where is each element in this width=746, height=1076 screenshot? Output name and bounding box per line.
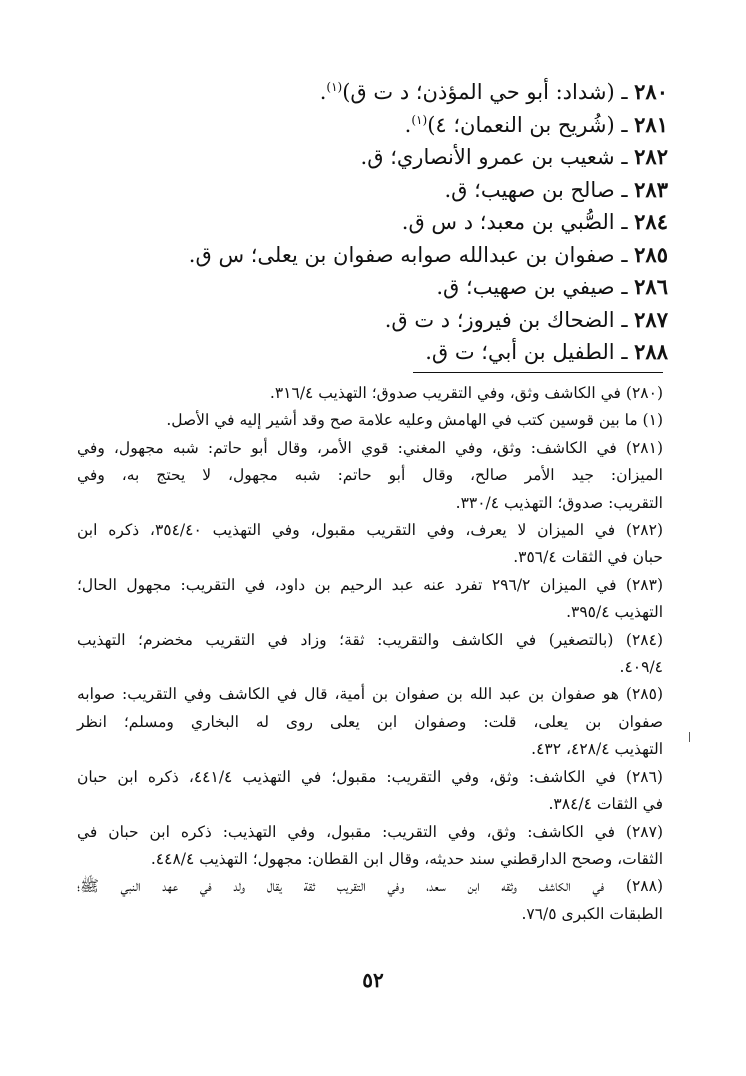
entry-text: ـ الضحاك بن فيروز؛ د ت ق. bbox=[384, 307, 635, 332]
scan-mark bbox=[689, 732, 690, 742]
footnote-1 bbox=[77, 407, 663, 434]
footnote-288 bbox=[77, 873, 663, 928]
footnote-line: (٢٨٦) في الكاشف: وثق، وفي التقريب: مقبول؛ في التهذيب ٤٤١/٤، ذكره ابن حبان bbox=[77, 767, 663, 786]
entry-number: ٢٨١ bbox=[634, 111, 668, 137]
footnote-line: التهذيب ٣٩٥/٤. bbox=[566, 603, 663, 622]
footnote-line: (٢٨٠) في الكاشف وثق، وفي التقريب صدوق؛ التهذيب ٣١٦/٤. bbox=[269, 384, 663, 402]
footnote-line: الميزان: جيد الأمر صالح، وقال أبو حاتم: شبه مجهول، لا يحتج به، وفي bbox=[77, 466, 663, 485]
entry-text: ـ صيفي بن صهيب؛ ق. bbox=[436, 275, 635, 299]
footnote-283 bbox=[77, 572, 663, 627]
footnote-ref: (١) bbox=[326, 80, 343, 94]
entry-282 bbox=[68, 141, 668, 174]
footnote-282 bbox=[77, 517, 663, 572]
footnote-line: في الثقات ٣٨٤/٤. bbox=[548, 795, 663, 814]
entry-287 bbox=[68, 304, 668, 337]
footnote-line: صفوان بن يعلى، قلت: وصفوان ابن يعلى روى له البخاري ومسلم؛ انظر bbox=[77, 712, 663, 731]
footnote-separator bbox=[413, 372, 663, 373]
entry-text: ـ الصُّبي بن معبد؛ د س ق. bbox=[401, 210, 635, 234]
entry-number: ٢٨٦ bbox=[634, 274, 668, 299]
entry-283 bbox=[68, 174, 668, 207]
footnote-line: (٢٨٢) في الميزان لا يعرف، وفي التقريب مقبول، وفي التهذيب ٣٥٤/٤٠، ذكره ابن bbox=[77, 521, 664, 540]
entry-288 bbox=[68, 336, 668, 369]
footnote-line: الثقات، وصحح الدارقطني سند حديثه، وقال ابن القطان: مجهول؛ التهذيب ٤٤٨/٤. bbox=[150, 849, 663, 868]
footnote-line: الطبقات الكبرى ٧٦/٥. bbox=[521, 904, 663, 923]
footnote-ref: (١) bbox=[411, 112, 428, 127]
entry-list bbox=[68, 76, 668, 369]
entry-285 bbox=[68, 239, 668, 272]
entry-286 bbox=[68, 271, 668, 304]
footnote-line: (٢٨٣) في الميزان ٢٩٦/٢ تفرد عنه عبد الرحيم بن داود، في التقريب: مجهول الحال؛ bbox=[77, 575, 663, 594]
entry-text: ـ (شداد: أبو حي المؤذن؛ د ت ق) bbox=[342, 80, 635, 104]
page-number: ٥٢ bbox=[362, 968, 384, 992]
entry-end: . bbox=[319, 80, 327, 104]
entry-number: ٢٨٤ bbox=[634, 209, 668, 234]
footnote-line: التقريب: صدوق؛ التهذيب ٣٣٠/٤. bbox=[455, 493, 663, 512]
footnote-line: التهذيب ٤٢٨/٤، ٤٣٢. bbox=[531, 740, 663, 759]
entry-number: ٢٨٠ bbox=[634, 79, 668, 104]
entry-text: ـ صفوان بن عبدالله صوابه صفوان بن يعلى؛ س ق. bbox=[188, 242, 635, 267]
entry-284 bbox=[68, 206, 668, 239]
entry-number: ٢٨٨ bbox=[634, 339, 668, 364]
footnote-287 bbox=[77, 819, 663, 874]
footnote-281 bbox=[77, 435, 663, 517]
entry-281 bbox=[68, 109, 668, 142]
footnote-line: (٢٨٥) هو صفوان بن عبد الله بن صفوان بن أمية، قال في الكاشف وفي التقريب: صوابه bbox=[77, 685, 663, 704]
footnote-line: (٢٨٨) في الكاشف وثقه ابن سعد، وفي التقريب ثقة يقال ولد في عهد النبي ﷺ؛ bbox=[77, 877, 663, 896]
footnote-286 bbox=[77, 764, 663, 819]
footnote-line: (٢٨١) في الكاشف: وثق، وفي المغني: قوي الأمر، وقال أبو حاتم: شبه مجهول، وفي bbox=[77, 438, 663, 457]
entry-number: ٢٨٧ bbox=[634, 306, 668, 332]
footnote-284 bbox=[77, 627, 663, 682]
entry-number: ٢٨٣ bbox=[634, 176, 668, 202]
footnote-list bbox=[77, 380, 663, 928]
entry-number: ٢٨٥ bbox=[634, 241, 668, 267]
entry-text: ـ (شُريح بن النعمان؛ ٤) bbox=[427, 112, 635, 137]
entry-text: ـ شعيب بن عمرو الأنصاري؛ ق. bbox=[360, 145, 635, 169]
footnote-line: (٢٨٤) (بالتصغير) في الكاشف والتقريب: ثقة؛ وزاد في التقريب مخضرم؛ التهذيب bbox=[77, 630, 663, 649]
footnote-line: ٤٠٩/٤. bbox=[619, 658, 663, 677]
entry-text: ـ صالح بن صهيب؛ ق. bbox=[444, 177, 635, 202]
entry-text: ـ الطفيل بن أبي؛ ت ق. bbox=[425, 340, 635, 364]
footnote-285 bbox=[77, 681, 663, 763]
entry-number: ٢٨٢ bbox=[634, 144, 668, 169]
footnote-280 bbox=[77, 380, 663, 407]
footnote-line: حبان في الثقات ٣٥٦/٤. bbox=[513, 548, 663, 567]
entry-end: . bbox=[404, 112, 412, 137]
entry-280 bbox=[68, 76, 668, 109]
footnote-line: (١) ما بين قوسين كتب في الهامش وعليه علامة صح وقد أشير إليه في الأصل. bbox=[166, 411, 663, 430]
footnote-line: (٢٨٧) في الكاشف: وثق، وفي التقريب: مقبول، وفي التهذيب: ذكره ابن حبان في bbox=[77, 822, 663, 841]
